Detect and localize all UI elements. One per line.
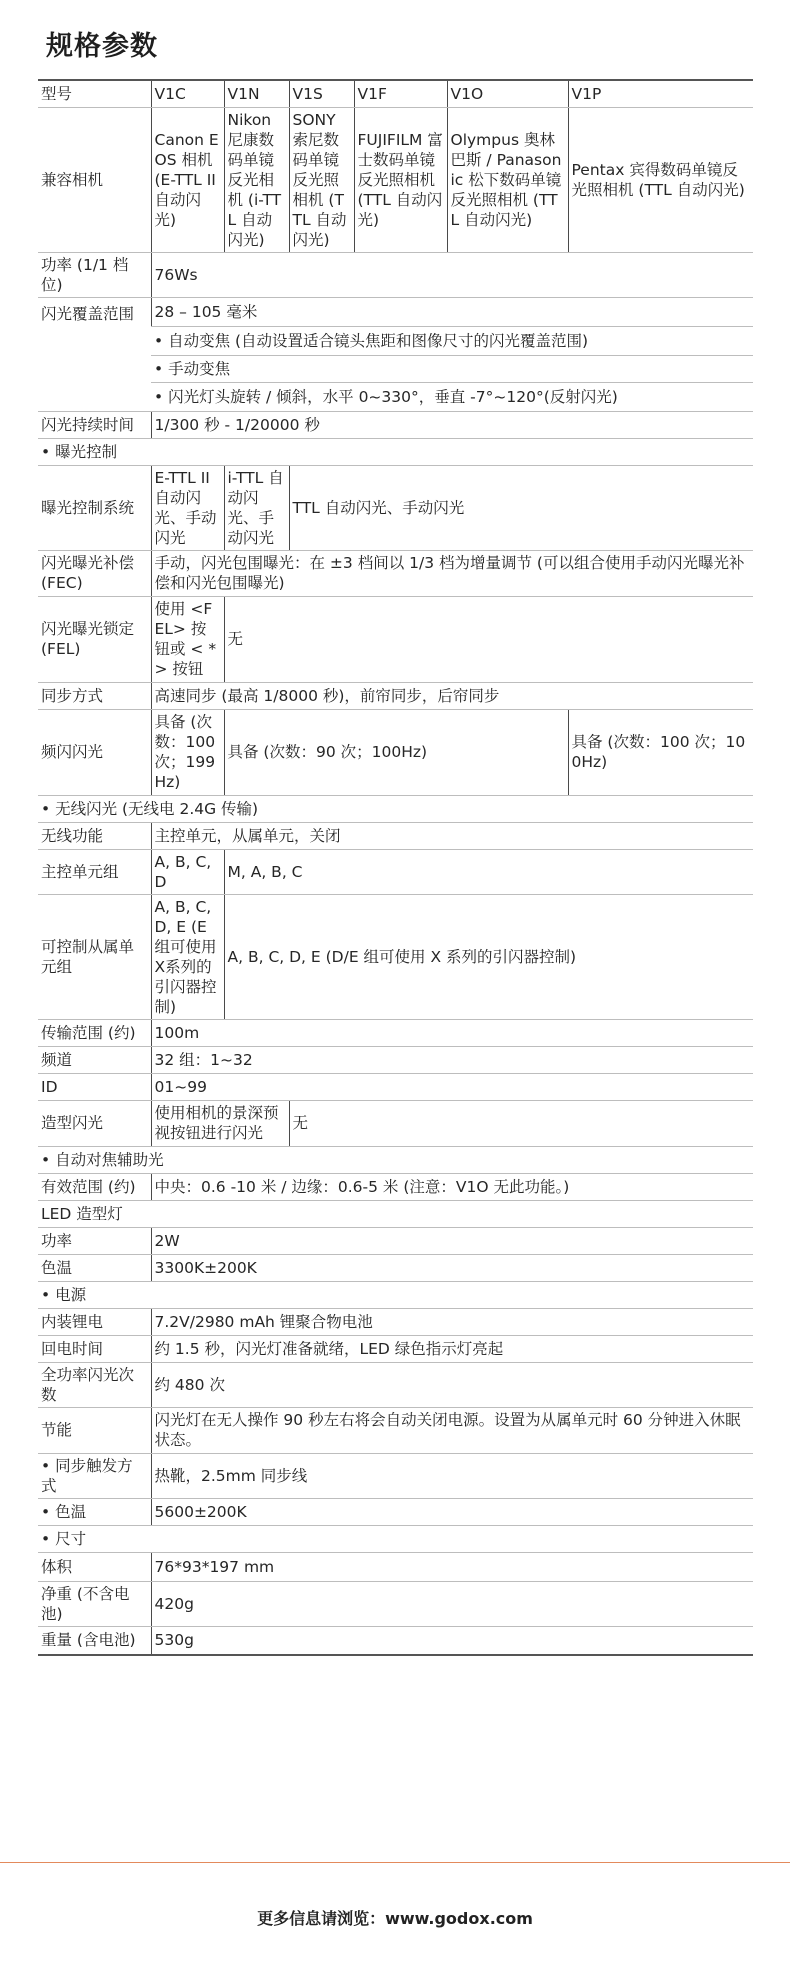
- row-value: 76*93*197 mm: [151, 1552, 753, 1581]
- row-multi: [38, 709, 753, 795]
- row-fec: [38, 550, 753, 596]
- row-model: [38, 80, 753, 107]
- row-label: 净重 (不含电池): [38, 1581, 151, 1626]
- compat-v1f: FUJIFILM 富士数码单镜反光照相机 (TTL 自动闪光): [354, 107, 447, 252]
- row-value: 3300K±200K: [151, 1254, 753, 1281]
- multi-v1p: 具备 (次数：100 次；100Hz): [568, 709, 753, 795]
- row-value: 32 组：1~32: [151, 1046, 753, 1073]
- row-led-temp: [38, 1254, 753, 1281]
- multi-v1c: 具备 (次数：100 次；199Hz): [151, 709, 224, 795]
- row-label: 传输范围 (约): [38, 1019, 151, 1046]
- modeling-rest: 无: [289, 1100, 753, 1146]
- row-slave-group: [38, 894, 753, 1019]
- row-compat: [38, 107, 753, 252]
- row-label: 有效范围 (约): [38, 1173, 151, 1200]
- row-label: 内装锂电: [38, 1308, 151, 1335]
- section-led: [38, 1200, 753, 1227]
- row-value: 420g: [151, 1581, 753, 1626]
- row-label: 闪光曝光锁定 (FEL): [38, 596, 151, 682]
- master-group-v1c: A, B, C, D: [151, 849, 224, 894]
- row-label: • 同步触发方式: [38, 1453, 151, 1498]
- row-trigger: [38, 1453, 753, 1498]
- row-label: 兼容相机: [38, 107, 151, 252]
- footer-website-text: 更多信息请浏览：www.godox.com: [257, 1909, 533, 1928]
- row-label: 功率: [38, 1227, 151, 1254]
- section-heading: LED 造型灯: [38, 1200, 753, 1227]
- footer-divider: [0, 1862, 790, 1863]
- row-label: ID: [38, 1073, 151, 1100]
- row-master-group: [38, 849, 753, 894]
- row-label: 闪光持续时间: [38, 411, 151, 438]
- slave-group-rest: A, B, C, D, E (D/E 组可使用 X 系列的引闪器控制): [224, 894, 753, 1019]
- fel-rest: 无: [224, 596, 753, 682]
- row-label: • 色温: [38, 1498, 151, 1525]
- row-value: 01~99: [151, 1073, 753, 1100]
- row-modeling: [38, 1100, 753, 1146]
- row-label: 型号: [38, 80, 151, 107]
- coverage-manual-zoom: • 手动变焦: [151, 355, 753, 382]
- row-label: 重量 (含电池): [38, 1626, 151, 1655]
- compat-v1n: Nikon 尼康数码单镜反光相机 (i-TTL 自动闪光): [224, 107, 289, 252]
- row-label: 闪光覆盖范围: [38, 297, 151, 411]
- row-recycle: [38, 1335, 753, 1362]
- section-dimensions: [38, 1525, 753, 1552]
- coverage-head-rotate: • 闪光灯头旋转 / 倾斜，水平 0~330°，垂直 -7°~120°(反射闪光): [151, 382, 753, 411]
- section-heading: • 尺寸: [38, 1525, 753, 1552]
- compat-v1p: Pentax 宾得数码单镜反光照相机 (TTL 自动闪光): [568, 107, 753, 252]
- row-weight: [38, 1626, 753, 1655]
- spec-table: [38, 79, 753, 1656]
- row-value: 100m: [151, 1019, 753, 1046]
- row-label: 色温: [38, 1254, 151, 1281]
- row-battery: [38, 1308, 753, 1335]
- model-v1f: V1F: [354, 80, 447, 107]
- coverage-auto-zoom: • 自动变焦 (自动设置适合镜头焦距和图像尺寸的闪光覆盖范围): [151, 326, 753, 355]
- row-value: 约 480 次: [151, 1362, 753, 1407]
- row-value: 5600±200K: [151, 1498, 753, 1525]
- row-value: 2W: [151, 1227, 753, 1254]
- row-power: [38, 252, 753, 297]
- row-led-power: [38, 1227, 753, 1254]
- multi-mid: 具备 (次数：90 次；100Hz): [224, 709, 568, 795]
- row-label: 功率 (1/1 档位): [38, 252, 151, 297]
- row-saving: [38, 1407, 753, 1453]
- row-value: 约 1.5 秒，闪光灯准备就绪，LED 绿色指示灯亮起: [151, 1335, 753, 1362]
- row-label: 主控单元组: [38, 849, 151, 894]
- model-v1c: V1C: [151, 80, 224, 107]
- row-value: 高速同步 (最高 1/8000 秒)，前帘同步，后帘同步: [151, 682, 753, 709]
- model-v1n: V1N: [224, 80, 289, 107]
- exp-system-v1c: E-TTL II 自动闪光、手动闪光: [151, 465, 224, 550]
- row-label: 闪光曝光补偿 (FEC): [38, 550, 151, 596]
- section-af-assist: [38, 1146, 753, 1173]
- row-wireless-func: [38, 822, 753, 849]
- row-duration: [38, 411, 753, 438]
- section-heading: • 电源: [38, 1281, 753, 1308]
- row-value: 手动，闪光包围曝光：在 ±3 档间以 1/3 档为增量调节 (可以组合使用手动闪光曝光补偿和闪光包围曝光): [151, 550, 753, 596]
- row-label: 节能: [38, 1407, 151, 1453]
- section-power: [38, 1281, 753, 1308]
- row-value: 530g: [151, 1626, 753, 1655]
- section-heading: • 自动对焦辅助光: [38, 1146, 753, 1173]
- row-coverage: [38, 297, 753, 326]
- row-label: 同步方式: [38, 682, 151, 709]
- row-label: 曝光控制系统: [38, 465, 151, 550]
- exp-system-rest: TTL 自动闪光、手动闪光: [289, 465, 753, 550]
- row-flashes: [38, 1362, 753, 1407]
- row-exposure-system: [38, 465, 753, 550]
- compat-v1s: SONY 索尼数码单镜反光照相机 (TTL 自动闪光): [289, 107, 354, 252]
- row-channel: [38, 1046, 753, 1073]
- row-value: 闪光灯在无人操作 90 秒左右将会自动关闭电源。设置为从属单元时 60 分钟进入休眠状态。: [151, 1407, 753, 1453]
- compat-v1o: Olympus 奥林巴斯 / Panasonic 松下数码单镜反光照相机 (TTL 自动闪光): [447, 107, 568, 252]
- row-fel: [38, 596, 753, 682]
- row-value: 1/300 秒 - 1/20000 秒: [151, 411, 753, 438]
- section-heading: • 无线闪光 (无线电 2.4G 传输): [38, 795, 753, 822]
- row-sync: [38, 682, 753, 709]
- row-value: 热靴，2.5mm 同步线: [151, 1453, 753, 1498]
- compat-v1c: Canon EOS 相机 (E-TTL II 自动闪光): [151, 107, 224, 252]
- row-range: [38, 1019, 753, 1046]
- coverage-range: 28 – 105 毫米: [151, 297, 753, 326]
- exp-system-v1n: i-TTL 自动闪光、手动闪光: [224, 465, 289, 550]
- modeling-v1c: 使用相机的景深预视按钮进行闪光: [151, 1100, 289, 1146]
- model-v1p: V1P: [568, 80, 753, 107]
- model-v1s: V1S: [289, 80, 354, 107]
- fel-v1c: 使用 <FEL> 按钮或 < * > 按钮: [151, 596, 224, 682]
- section-exposure: [38, 438, 753, 465]
- slave-group-v1c: A, B, C, D, E (E 组可使用X系列的引闪器控制): [151, 894, 224, 1019]
- section-heading: • 曝光控制: [38, 438, 753, 465]
- row-label: 无线功能: [38, 822, 151, 849]
- row-net-weight: [38, 1581, 753, 1626]
- row-value: 主控单元，从属单元，关闭: [151, 822, 753, 849]
- master-group-rest: M, A, B, C: [224, 849, 753, 894]
- row-value: 7.2V/2980 mAh 锂聚合物电池: [151, 1308, 753, 1335]
- row-value: 中央：0.6 -10 米 / 边缘：0.6-5 米 (注意：V1O 无此功能。): [151, 1173, 753, 1200]
- row-label: 全功率闪光次数: [38, 1362, 151, 1407]
- row-color-temp: [38, 1498, 753, 1525]
- page-title: 规格参数: [46, 31, 158, 62]
- row-label: 频闪闪光: [38, 709, 151, 795]
- row-label: 回电时间: [38, 1335, 151, 1362]
- row-label: 体积: [38, 1552, 151, 1581]
- row-volume: [38, 1552, 753, 1581]
- model-v1o: V1O: [447, 80, 568, 107]
- section-wireless: [38, 795, 753, 822]
- row-label: 造型闪光: [38, 1100, 151, 1146]
- row-value: 76Ws: [151, 252, 753, 297]
- row-label: 频道: [38, 1046, 151, 1073]
- row-af-range: [38, 1173, 753, 1200]
- row-label: 可控制从属单元组: [38, 894, 151, 1019]
- row-id: [38, 1073, 753, 1100]
